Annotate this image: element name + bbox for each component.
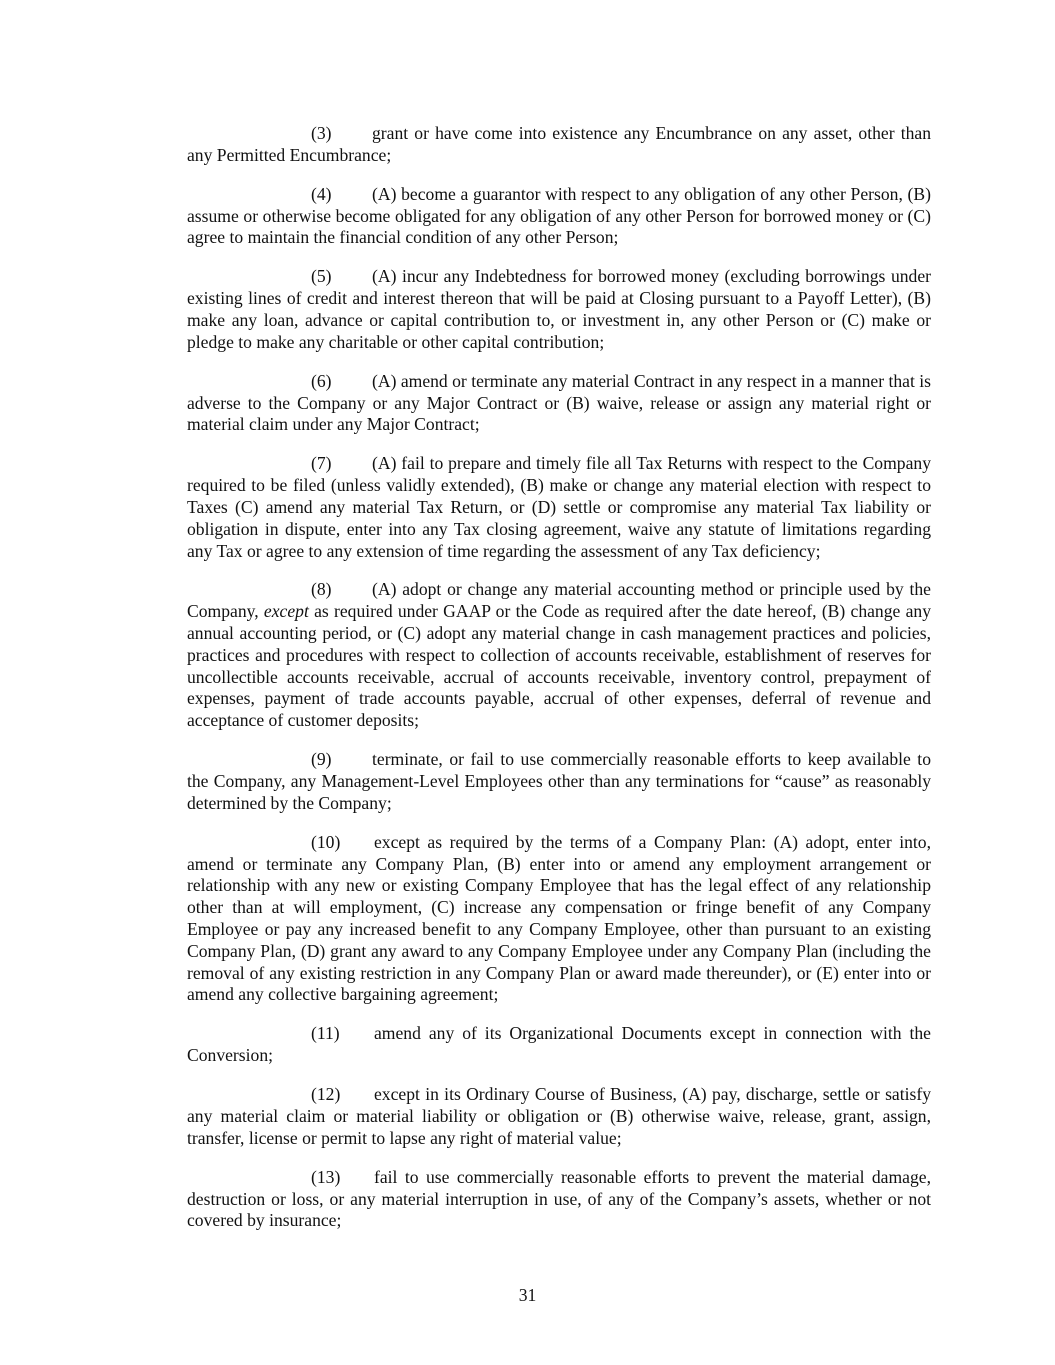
clause-number: (5) bbox=[311, 266, 332, 287]
clause-text: (A) fail to prepare and timely file all Tax Returns with respect to the Company required to be filed (unless validly extended), (B) make or change any material election with respect to Taxes (C) amend any material Tax Return, or (D) settle or compromise any material Tax liability or obligation in dispute, enter into any Tax closing agreement, waive any statute of limitations regarding any Tax or agree to any extension of time regarding the assessment of any Tax deficiency; bbox=[187, 453, 931, 561]
clause-text-after: as required under GAAP or the Code as required after the date hereof, (B) change any annual accounting period, or (C) adopt any material change in cash management practices and policies, practices and procedures with respect to collection of accounts receivable, establishment of reserves for uncollectible accounts receivable, accrual of accounts receivable, inventory control, prepayment of expenses, payment of trade accounts payable, accrual of other expenses, deferral of revenue and acceptance of customer deposits; bbox=[187, 601, 931, 731]
clause-4 bbox=[187, 184, 931, 249]
clause-text: (A) incur any Indebtedness for borrowed money (excluding borrowings under existing lines of credit and interest thereon that will be paid at Closing pursuant to a Payoff Letter), (B) make any loan, advance or capital contribution to, or investment in, any other Person or (C) make or pledge to make any charitable or other capital contribution; bbox=[187, 266, 931, 352]
clause-number: (9) bbox=[311, 749, 332, 770]
clause-number: (4) bbox=[311, 183, 332, 204]
clause-text: except in its Ordinary Course of Business, (A) pay, discharge, settle or satisfy any material claim or material liability or obligation or (B) otherwise waive, release, grant, assign, transfer, license or permit to lapse any right of material value; bbox=[187, 1084, 931, 1148]
clause-text: amend any of its Organizational Documents except in connection with the Conversion; bbox=[187, 1023, 931, 1066]
clause-text: fail to use commercially reasonable efforts to prevent the material damage, destruction or loss, or any material interruption in use, of any of the Company’s assets, whether or not covered by insurance; bbox=[187, 1166, 931, 1231]
clause-number: (3) bbox=[311, 123, 332, 143]
clause-6 bbox=[187, 371, 931, 436]
clause-number: (13) bbox=[311, 1166, 341, 1187]
clause-number: (7) bbox=[311, 453, 332, 474]
clause-number: (8) bbox=[311, 579, 332, 600]
clause-10 bbox=[187, 832, 931, 1006]
clause-text: (A) amend or terminate any material Contract in any respect in a manner that is adverse to the Company or any Major Contract or (B) waive, release or assign any material right or material claim under any Major Contract; bbox=[187, 370, 931, 435]
clause-text: (A) become a guarantor with respect to any obligation of any other Person, (B) assume or otherwise become obligated for any obligation of any other Person for borrowed money or (C) agree to maintain the financial condition of any other Person; bbox=[187, 183, 931, 248]
clause-text-italic: except bbox=[263, 601, 309, 622]
clause-number: (11) bbox=[311, 1023, 340, 1044]
clause-7 bbox=[187, 453, 931, 562]
clause-11 bbox=[187, 1023, 931, 1067]
clause-text: terminate, or fail to use commercially reasonable efforts to keep available to the Company, any Management-Level Employees other than any terminations for “cause” as reasonably determined by the Company; bbox=[187, 749, 931, 813]
clause-text: except as required by the terms of a Company Plan: (A) adopt, enter into, amend or terminate any Company Plan, (B) enter into or amend any employment arrangement or relationship with any new or existing Company Employee that has the legal effect of any relationship other than at will employment, (C) increase any compensation or fringe benefit of any Company Employee or pay any increased benefit to any Company Employee, other than pursuant to an existing Company Plan, (D) grant any award to any Company Employee under any Company Plan (including the removal of any existing restriction in any Company Plan or award made thereunder), or (E) enter into or amend any collective bargaining agreement; bbox=[187, 831, 931, 1005]
document-body bbox=[187, 123, 931, 1249]
clause-text: grant or have come into existence any Encumbrance on any asset, other than any Permitted Encumbrance; bbox=[187, 123, 931, 165]
clause-text-before: (A) adopt or change any material accounting method or principle used by the Company, bbox=[187, 579, 931, 622]
clause-12 bbox=[187, 1084, 931, 1149]
clause-number: (12) bbox=[311, 1084, 341, 1105]
clause-3 bbox=[187, 123, 931, 167]
clause-number: (6) bbox=[311, 370, 332, 391]
clause-9 bbox=[187, 749, 931, 814]
page-number: 31 bbox=[518, 1285, 537, 1305]
clause-13 bbox=[187, 1167, 931, 1232]
clause-8 bbox=[187, 579, 931, 732]
clause-number: (10) bbox=[311, 831, 341, 852]
clause-5 bbox=[187, 266, 931, 353]
